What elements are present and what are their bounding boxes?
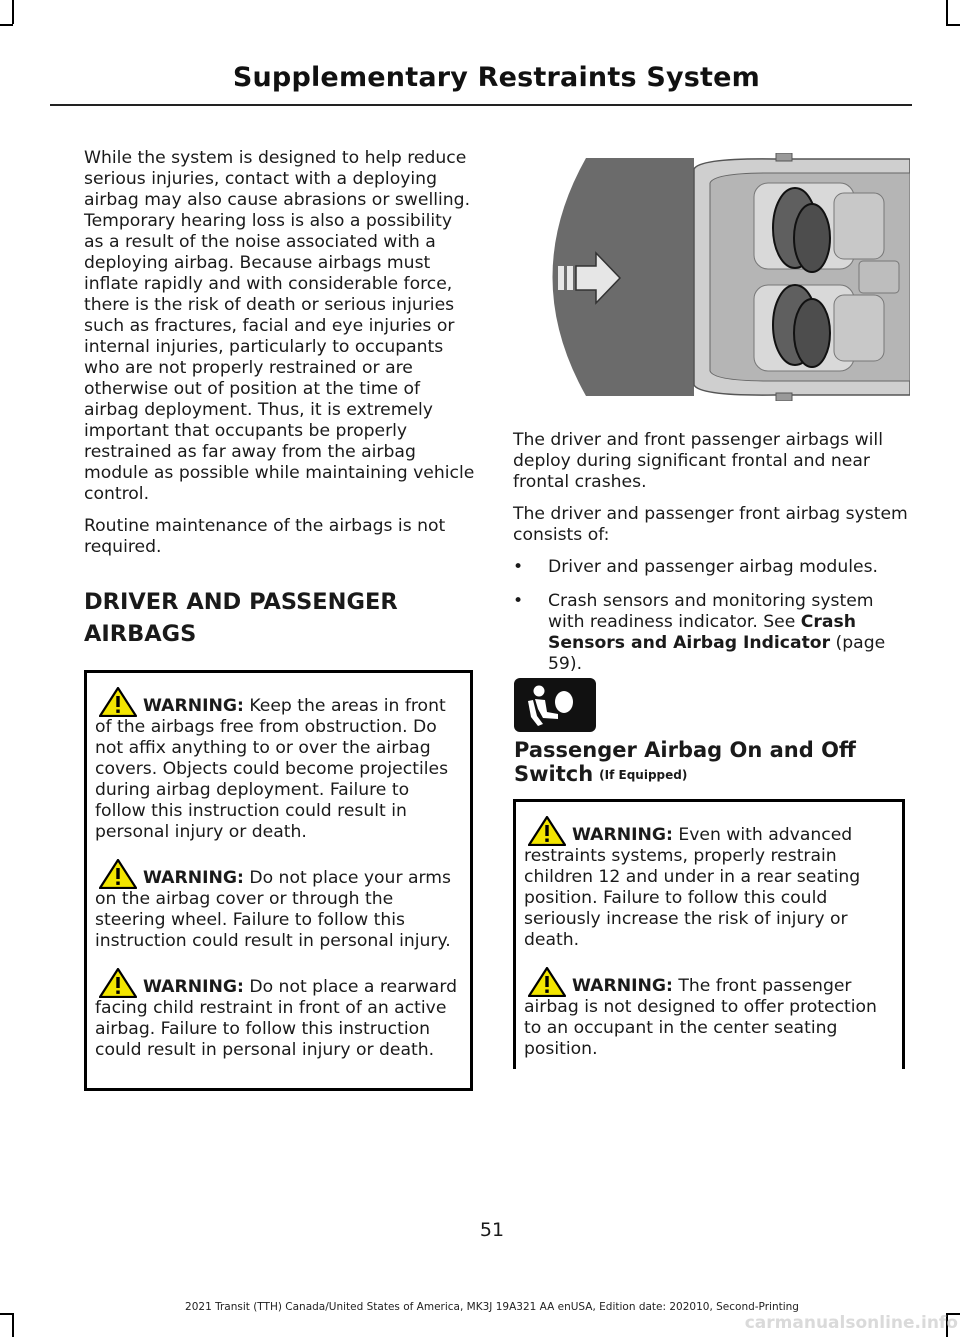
maintenance-paragraph: Routine maintenance of the airbags is not required. xyxy=(84,516,446,557)
crash-sensors-link[interactable]: Crash Sensors and Airbag Indicator xyxy=(548,612,856,653)
warning-text: The front passenger airbag is not designed to offer protection to an occupant in the center seating position. xyxy=(524,976,877,1059)
warning-triangle-icon xyxy=(528,816,566,846)
system-components-list xyxy=(513,557,909,675)
list-item xyxy=(513,591,909,675)
warning-item xyxy=(524,816,892,951)
warning-label: WARNING: xyxy=(143,696,244,716)
subheading-text: Passenger Airbag On and Off Switch xyxy=(514,738,856,786)
header-divider xyxy=(50,104,912,106)
crop-mark xyxy=(946,24,960,26)
warning-triangle-icon xyxy=(99,859,137,889)
warning-item xyxy=(95,687,460,843)
warning-triangle-icon xyxy=(99,687,137,717)
warning-text: Even with advanced restraints systems, properly restrain children 12 and under in a rear seating position. Failure to follow this could seriously increase the risk of injury or death. xyxy=(524,825,861,950)
crop-mark xyxy=(0,24,13,26)
list-item-text: Driver and passenger airbag modules. xyxy=(548,557,879,577)
intro-paragraph: While the system is designed to help reduce serious injuries, contact with a deploying airbag may also cause abrasions or swelling. Temporary hearing loss is also a possibility as a result of the noise associated with a deploying airbag. Because airbags must inflate rapidly and with considerable force, there is the risk of death or serious injuries such as fractures, facial and eye injuries or internal injuries, particularly to occupants who are not properly restrained or are otherwise out of position at the time of airbag deployment. Thus, it is extremely important that occupants be properly restrained as far away from the airbag module as possible while maintaining vehicle control. xyxy=(84,148,475,504)
crop-mark xyxy=(0,1313,13,1315)
warning-item xyxy=(524,967,892,1060)
system-paragraph: The driver and passenger front airbag system consists of: xyxy=(513,504,908,545)
page-reference: (page 59). xyxy=(548,633,886,674)
warning-item xyxy=(95,859,460,952)
list-item xyxy=(513,557,909,578)
document-footer: 2021 Transit (TTH) Canada/United States of America, MK3J 19A321 AA enUSA, Edition date: 202010, Second-Printing xyxy=(185,1301,799,1313)
warning-label: WARNING: xyxy=(572,976,673,996)
crop-mark xyxy=(946,0,948,24)
passenger-switch-heading xyxy=(514,738,894,787)
list-item-text: Crash sensors and monitoring system with readiness indicator. See xyxy=(548,591,874,632)
left-column xyxy=(84,148,476,650)
warning-label: WARNING: xyxy=(572,825,673,845)
page-number: 51 xyxy=(479,1219,505,1241)
warning-triangle-icon xyxy=(99,968,137,998)
airbag-icon xyxy=(514,678,596,732)
deploy-paragraph: The driver and front passenger airbags will deploy during significant frontal and near frontal crashes. xyxy=(513,430,883,492)
warning-box-left xyxy=(84,670,473,1091)
warning-text: Do not place a rearward facing child restraint in front of an active airbag. Failure to follow this instruction could result in personal injury or death. xyxy=(95,977,457,1060)
watermark: carmanualsonline.info xyxy=(744,1313,958,1333)
page-title: Supplementary Restraints System xyxy=(232,62,760,93)
if-equipped-note: (If Equipped) xyxy=(599,768,688,782)
airbag-deployment-illustration xyxy=(514,153,910,401)
warning-box-right xyxy=(513,799,905,1099)
warning-label: WARNING: xyxy=(143,977,244,997)
right-column xyxy=(513,430,909,688)
crop-mark xyxy=(12,1313,14,1337)
warning-triangle-icon xyxy=(528,967,566,997)
crop-mark xyxy=(12,0,14,24)
section-heading: DRIVER AND PASSENGER AIRBAGS xyxy=(84,589,398,647)
warning-text: Do not place your arms on the airbag cover or through the steering wheel. Failure to follow this instruction could result in personal injury. xyxy=(95,868,451,951)
warning-label: WARNING: xyxy=(143,868,244,888)
warning-text: Keep the areas in front of the airbags free from obstruction. Do not affix anything to or over the airbag covers. Objects could become projectiles during airbag deployment. Failure to follow this instruction could result in personal injury or death. xyxy=(95,696,449,842)
warning-item xyxy=(95,968,460,1061)
